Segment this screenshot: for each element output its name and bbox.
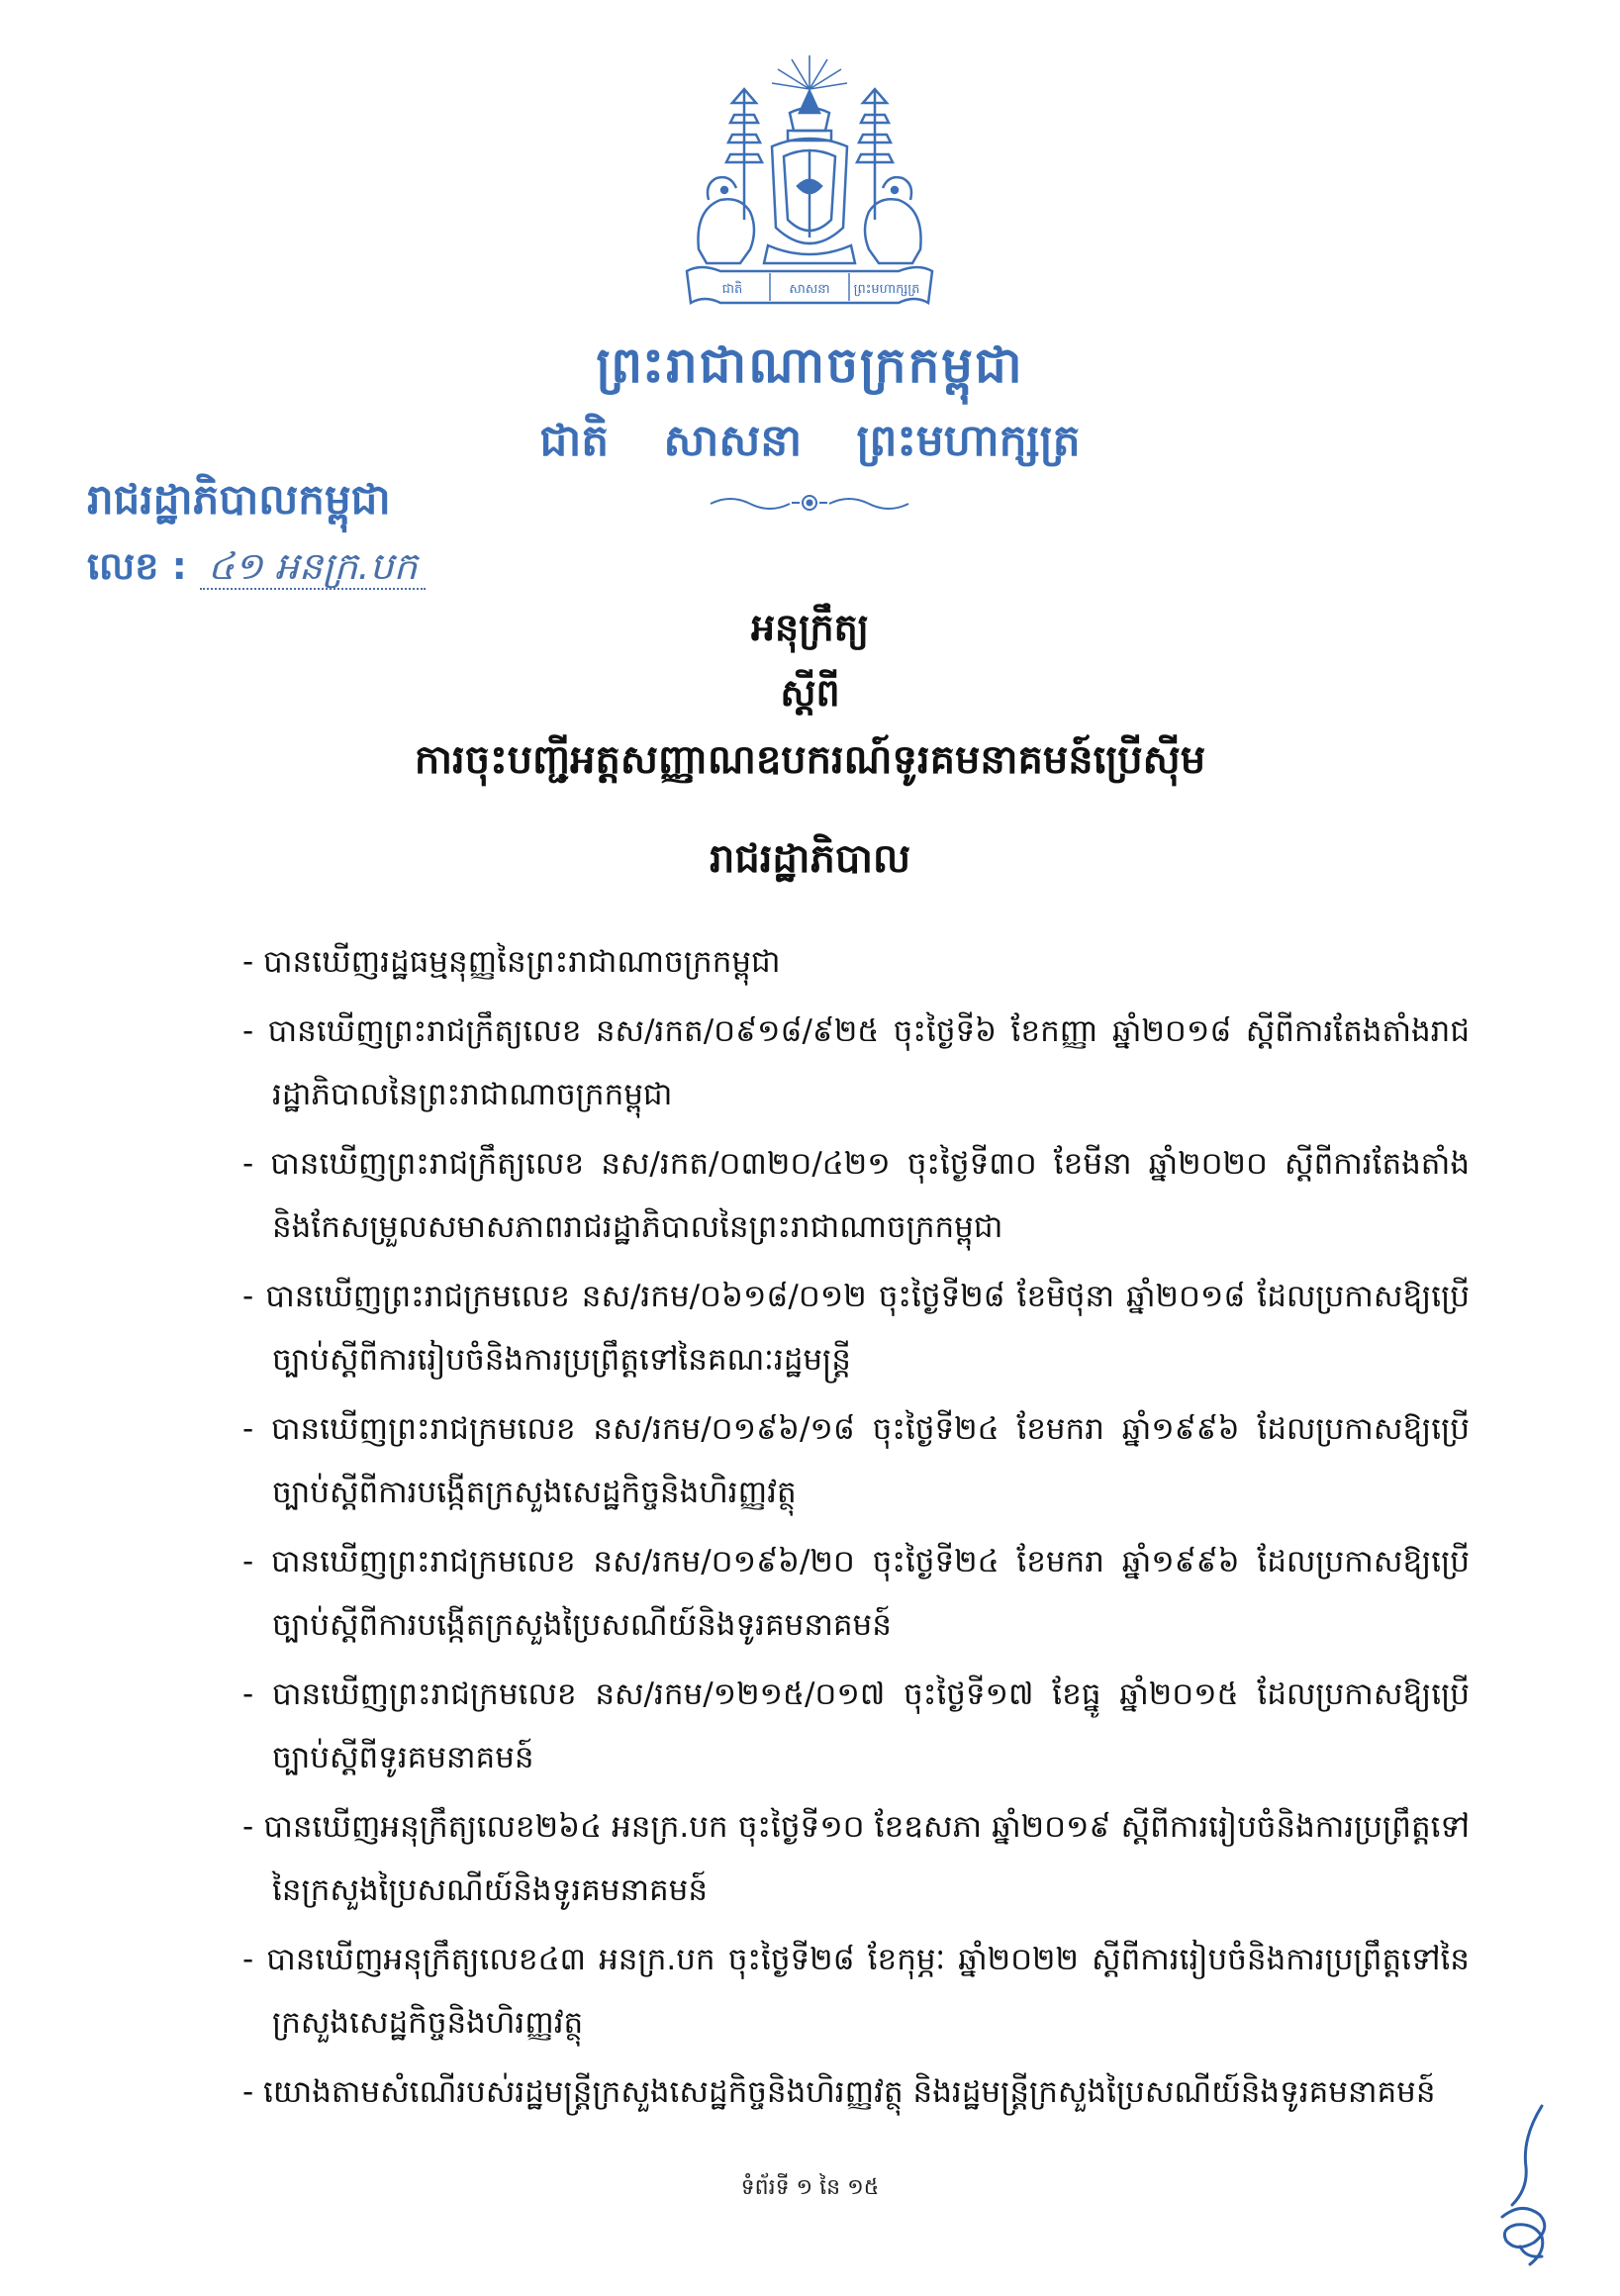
clause-2: - បានឃើញព្រះរាជក្រឹត្យលេខ នស/រកត/០៩១៨/៩២៥ ចុះថ្ងៃទី៦ ខែកញ្ញា ឆ្នាំ២០១៨ ស្ដីពីការតែងតាំងរាជរដ្ឋាភិបាលនៃព្រះរាជាណាចក្រកម្ពុជា xyxy=(242,1013,1470,1112)
clause-8: - បានឃើញអនុក្រឹត្យលេខ២៦៤ អនក្រ.បក ចុះថ្ងៃទី១០ ខែឧសភា ឆ្នាំ២០១៩ ស្ដីពីការរៀបចំនិងការប្រព្រឹត្តទៅនៃក្រសួងប្រៃសណីយ៍និងទូរគមនាគមន៍ xyxy=(242,1809,1470,1908)
document-issuer: រាជរដ្ឋាភិបាល xyxy=(709,836,911,882)
document-on: ស្ដីពី xyxy=(780,671,840,715)
emblem-banner-left: ជាតិ xyxy=(721,282,743,297)
royal-coat-of-arms-icon xyxy=(681,51,938,329)
document-subject: ការចុះបញ្ជីអត្តសញ្ញាណឧបករណ៍ទូរគមនាគមន៍ប្រើស៊ីម xyxy=(414,737,1206,783)
preamble-clauses xyxy=(242,930,1470,2130)
emblem-banner-right: ព្រះមហាក្សត្រ xyxy=(853,282,920,297)
handwritten-initial-signature-icon xyxy=(1482,2098,1572,2276)
kingdom-heading: ព្រះរាជាណាចក្រកម្ពុជា xyxy=(596,336,1024,394)
reference-value: ៤១ អនក្រ.បក xyxy=(200,544,426,590)
kingdom-motto: ជាតិ សាសនា ព្រះមហាក្សត្រ xyxy=(539,416,1081,466)
emblem-banner-center: សាសនា xyxy=(789,282,830,297)
reference-label: លេខ : xyxy=(87,544,187,588)
clause-3: - បានឃើញព្រះរាជក្រឹត្យលេខ នស/រកត/០៣២០/៤២១ ចុះថ្ងៃទី៣០ ខែមីនា ឆ្នាំ២០២០ ស្ដីពីការតែងតាំង និងកែសម្រួលសមាសភាពរាជរដ្ឋាភិបាលនៃព្រះរាជាណាចក្រកម្ពុជា xyxy=(242,1146,1470,1245)
government-name: រាជរដ្ឋាភិបាលកម្ពុជា xyxy=(87,475,391,524)
clause-1: - បានឃើញរដ្ឋធម្មនុញ្ញនៃព្រះរាជាណាចក្រកម្ពុជា xyxy=(242,944,781,980)
clause-10: - យោងតាមសំណើរបស់រដ្ឋមន្ត្រីក្រសួងសេដ្ឋកិច្ចនិងហិរញ្ញវត្ថុ និងរដ្ឋមន្ត្រីក្រសួងប្រៃសណីយ៍និងទូរគមនាគមន៍ xyxy=(242,2074,1436,2110)
document-type: អនុក្រឹត្យ xyxy=(750,606,870,649)
clause-5: - បានឃើញព្រះរាជក្រមលេខ នស/រកម/០១៩៦/១៨ ចុះថ្ងៃទី២៤ ខែមករា ឆ្នាំ១៩៩៦ ដែលប្រកាសឱ្យប្រើច្បាប់ស្ដីពីការបង្កើតក្រសួងសេដ្ឋកិច្ចនិងហិរញ្ញវត្ថុ xyxy=(242,1411,1470,1510)
reference-number xyxy=(87,542,426,598)
clause-4: - បានឃើញព្រះរាជក្រមលេខ នស/រកម/០៦១៨/០១២ ចុះថ្ងៃទី២៨ ខែមិថុនា ឆ្នាំ២០១៨ ដែលប្រកាសឱ្យប្រើច្បាប់ស្ដីពីការរៀបចំនិងការប្រព្រឹត្តទៅនៃគណៈរដ្ឋមន្ត្រី xyxy=(242,1279,1470,1378)
page-number: ទំព័រទី ១ នៃ ១៥ xyxy=(740,2175,880,2200)
clause-9: - បានឃើញអនុក្រឹត្យលេខ៤៣ អនក្រ.បក ចុះថ្ងៃទី២៨ ខែកុម្ភៈ ឆ្នាំ២០២២ ស្ដីពីការរៀបចំនិងការប្រព្រឹត្តទៅនៃក្រសួងសេដ្ឋកិច្ចនិងហិរញ្ញវត្ថុ xyxy=(242,1942,1470,2041)
decorative-divider-icon xyxy=(701,488,918,518)
clause-7: - បានឃើញព្រះរាជក្រមលេខ នស/រកម/១២១៥/០១៧ ចុះថ្ងៃទី១៧ ខែធ្នូ ឆ្នាំ២០១៥ ដែលប្រកាសឱ្យប្រើច្បាប់ស្ដីពីទូរគមនាគមន៍ xyxy=(242,1676,1470,1775)
clause-6: - បានឃើញព្រះរាជក្រមលេខ នស/រកម/០១៩៦/២០ ចុះថ្ងៃទី២៤ ខែមករា ឆ្នាំ១៩៩៦ ដែលប្រកាសឱ្យប្រើច្បាប់ស្ដីពីការបង្កើតក្រសួងប្រៃសណីយ៍និងទូរគមនាគមន៍ xyxy=(242,1544,1470,1643)
